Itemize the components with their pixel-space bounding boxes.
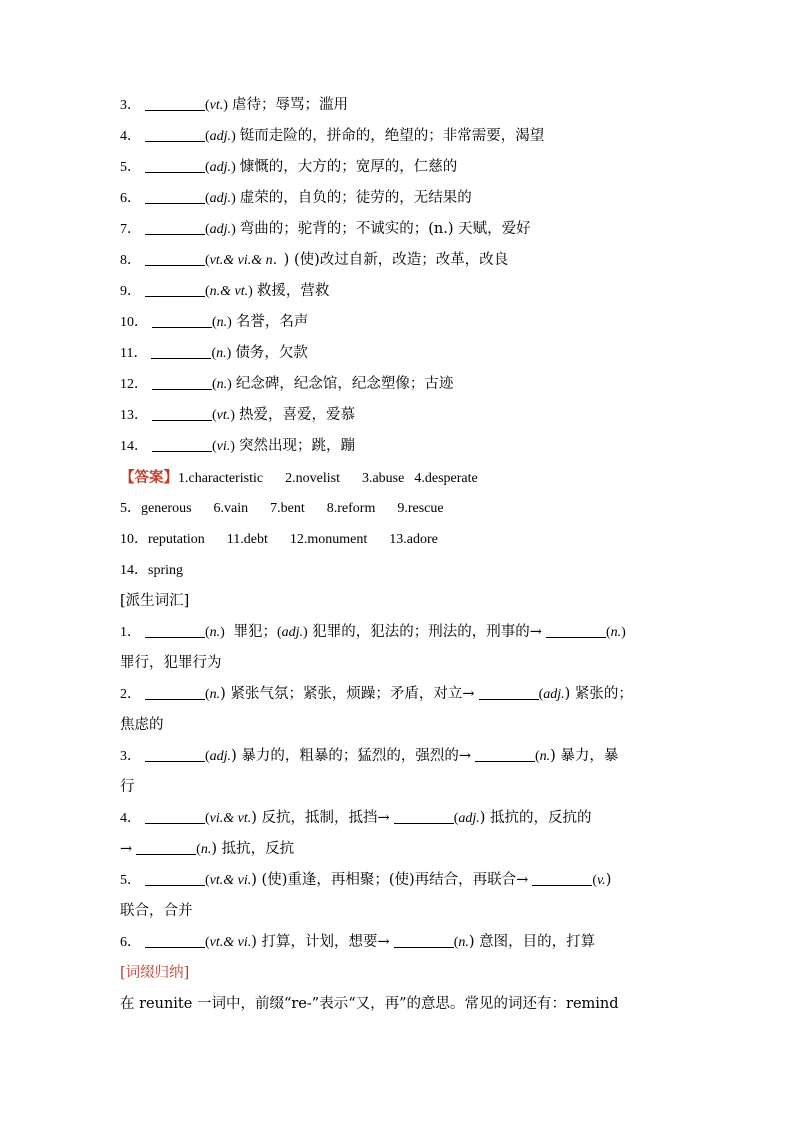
derivatives-heading: [派生词汇] [120,593,190,609]
definition: ) 抵抗，反抗 [211,841,295,857]
part-of-speech: vt.& vi. [209,935,252,950]
answer-blank[interactable] [145,251,205,266]
definition: ) (使)改过自新，改造；改革，改良 [283,252,509,268]
item-number: 8． [120,253,141,268]
part-of-speech: adj. [281,625,304,640]
vocab-item: 7． (adj.) 弯曲的；驼背的；不诚实的；(n.) 天赋，爱好 [120,221,531,237]
derivative-item-4-cont: → (n.) 抵抗，反抗 [120,841,295,857]
definition: 铤而走险的，拼命的，绝望的；非常需要，渴望 [239,128,545,144]
answer-row-2 [120,493,675,524]
answer-blank[interactable] [145,158,205,173]
answer-item: 9.rescue [397,501,444,516]
answer-item: 12.monument [289,532,368,547]
answer-item: 7.bent [270,501,305,516]
answer-blank[interactable] [145,220,205,235]
derivative-item-5: 5． (vt.& vi.) (使)重逢，再相聚；(使)再结合，再联合→ (v.) [120,872,612,888]
item-number: 12． [120,377,148,392]
answer-blank[interactable] [145,871,205,886]
answer-item: 11.debt [226,532,268,547]
definition: ) 紧张的； [564,686,633,702]
answer-blank[interactable] [145,189,205,204]
definition: 弯曲的；驼背的；不诚实的；(n.) 天赋，爱好 [239,221,531,237]
answer-label: 【答案】 [120,469,178,486]
item-number: 6． [120,935,141,950]
part-of-speech: vt. [216,408,231,423]
answer-blank[interactable] [546,623,606,638]
derivative-item-1-cont: 罪行，犯罪行为 [120,655,222,671]
vocab-item: 4． (adj.) 铤而走险的，拼命的，绝望的；非常需要，渴望 [120,128,545,144]
derivative-item-3: 3． (adj.) 暴力的，粗暴的；猛烈的，强烈的→ (n.) 暴力，暴 [120,748,619,764]
item-number: 2． [120,687,141,702]
derivative-item-2-cont: 焦虑的 [120,717,164,733]
vocab-item: 3． (vt.) 虐待；辱骂；滥用 [120,97,348,113]
item-number: 5． [120,160,141,175]
derivative-item-3-cont: 行 [120,779,135,795]
arrow: → [120,841,133,857]
part-of-speech: vt. [209,98,224,113]
definition: 名誉，名声 [235,314,309,330]
part-of-speech: n. [216,346,227,361]
part-of-speech: n. [200,842,212,857]
definition: 纪念碑，纪念馆，纪念塑像；古迹 [235,376,454,392]
vocab-item: 12． (n.) 纪念碑，纪念馆，纪念塑像；古迹 [120,376,454,392]
part-of-speech: vt.& vi. [209,873,252,888]
answer-blank[interactable] [145,933,205,948]
affix-text: 在 reunite 一词中，前缀“re-”表示“又，再”的意思。常见的词还有：remind [120,996,619,1012]
item-number: 4． [120,129,141,144]
item-number: 3． [120,98,141,113]
worksheet-page [120,90,675,1020]
derivative-item-1: 1． (n.) 罪犯；(adj.) 犯罪的，犯法的；刑法的，刑事的→ (n.) [120,624,626,640]
answer-item: 14．spring [120,563,183,578]
item-number: 3． [120,749,141,764]
part-of-speech: n. [458,935,469,950]
item-number: 13． [120,408,148,423]
answer-item: 13.adore [389,532,438,547]
derivative-item-2: 2． (n.) 紧张气氛；紧张，烦躁；矛盾，对立→ (adj.) 紧张的； [120,686,633,702]
part-of-speech: vi.& vt. [209,811,252,826]
derivative-item-4: 4． (vi.& vt.) 反抗，抵制，抵挡→ (adj.) 抵抗的，反抗的 [120,810,592,826]
definition: ) (使)重逢，再相聚；(使)再结合，再联合→ [251,872,529,888]
item-number: 11． [120,346,148,361]
item-number: 4． [120,811,141,826]
part-of-speech: adj. [209,191,232,206]
answer-item: 3.abuse [361,471,405,486]
part-of-speech: adj. [209,749,232,764]
definition: 虐待；辱骂；滥用 [231,97,348,113]
answer-blank[interactable] [145,127,205,142]
definition: 慷慨的，大方的；宽厚的，仁慈的 [239,159,458,175]
part-of-speech: n. [216,377,228,392]
answer-blank[interactable] [145,809,205,824]
answer-blank[interactable] [145,282,205,297]
part-of-speech: adj. [543,687,565,702]
vocab-item: 9． (n.& vt.) 救援，营救 [120,283,330,299]
part-of-speech: n. [209,687,221,702]
part-of-speech: adj. [209,160,232,175]
definition: ) 意图，目的，打算 [468,934,596,950]
part-of-speech: n. [209,625,221,640]
item-number: 5． [120,873,141,888]
answer-blank[interactable] [394,809,454,824]
answer-blank[interactable] [136,840,196,855]
answer-item: 2.novelist [285,471,340,486]
part-of-speech: vi. [216,439,231,454]
answer-item: 5．generous [120,501,192,516]
part-of-speech: n. [610,625,622,640]
item-number: 7． [120,222,141,237]
item-number: 10． [120,315,148,330]
answer-row-1 [120,462,675,493]
part-of-speech: vt.& vi.& n． [209,253,280,268]
definition: ) 暴力的，粗暴的；猛烈的，强烈的→ [231,748,471,764]
answer-blank[interactable] [145,747,205,762]
item-number: 1． [120,625,141,640]
answer-blank[interactable] [152,313,212,328]
answer-item: 1.characteristic [178,471,264,486]
answer-blank[interactable] [152,437,212,452]
answer-item: 10．reputation [120,532,205,547]
vocab-item: 13． (vt.) 热爱，喜爱，爱慕 [120,407,355,423]
answer-blank[interactable] [475,747,535,762]
derivative-item-5-cont: 联合，合并 [120,903,193,919]
definition: 债务，欠款 [235,345,308,361]
part-of-speech: n. [539,749,551,764]
part-of-speech: adj. [209,129,232,144]
answer-item: 8.reform [326,501,376,516]
vocab-item: 14． (vi.) 突然出现；跳，蹦 [120,438,355,454]
part-of-speech: n. [216,315,228,330]
answer-blank[interactable] [532,871,592,886]
answer-item: 4.desperate [414,471,478,486]
item-number: 6． [120,191,141,206]
definition: 热爱，喜爱，爱慕 [238,407,355,423]
answer-blank[interactable] [479,685,539,700]
definition: ) 反抗，抵制，抵挡→ [251,810,390,826]
part-of-speech: v. [597,873,606,888]
vocab-item: 10． (n.) 名誉，名声 [120,314,309,330]
answer-item: 6.vain [213,501,249,516]
answer-blank[interactable] [145,623,205,638]
answer-row-3 [120,524,675,555]
vocab-item: 8． (vt.& vi.& n． ) (使)改过自新，改造；改革，改良 [120,252,509,268]
definition: ) 打算，计划，想要→ [251,934,390,950]
answer-blank[interactable] [152,375,212,390]
vocab-list [120,90,675,462]
definition: 突然出现；跳，蹦 [238,438,355,454]
definition: 救援，营救 [256,283,330,299]
vocab-item: 5． (adj.) 慷慨的，大方的；宽厚的，仁慈的 [120,159,458,175]
answer-blank[interactable] [145,685,205,700]
definition: ) 紧张气氛；紧张，烦躁；矛盾，对立→ [220,686,475,702]
part-of-speech: n.& vt. [209,284,249,299]
vocab-item: 6． (adj.) 虚荣的，自负的；徒劳的，无结果的 [120,190,472,206]
definition: ) [605,872,612,888]
vocab-item: 11． (n.) 债务，欠款 [120,345,308,361]
item-number: 14． [120,439,148,454]
answer-blank[interactable] [151,344,211,359]
item-number: 9． [120,284,141,299]
definition: 虚荣的，自负的；徒劳的，无结果的 [239,190,472,206]
answer-blank[interactable] [152,406,212,421]
part-of-speech: adj. [209,222,232,237]
part-of-speech: adj. [458,811,480,826]
definition: ) 暴力，暴 [550,748,619,764]
answer-blank[interactable] [145,96,205,111]
derivative-item-6: 6． (vt.& vi.) 打算，计划，想要→ (n.) 意图，目的，打算 [120,934,596,950]
answer-blank[interactable] [394,933,454,948]
definition: ) 抵抗的，反抗的 [479,810,592,826]
answer-row-4 [120,555,675,586]
affix-heading: [词缀归纳] [120,965,190,981]
